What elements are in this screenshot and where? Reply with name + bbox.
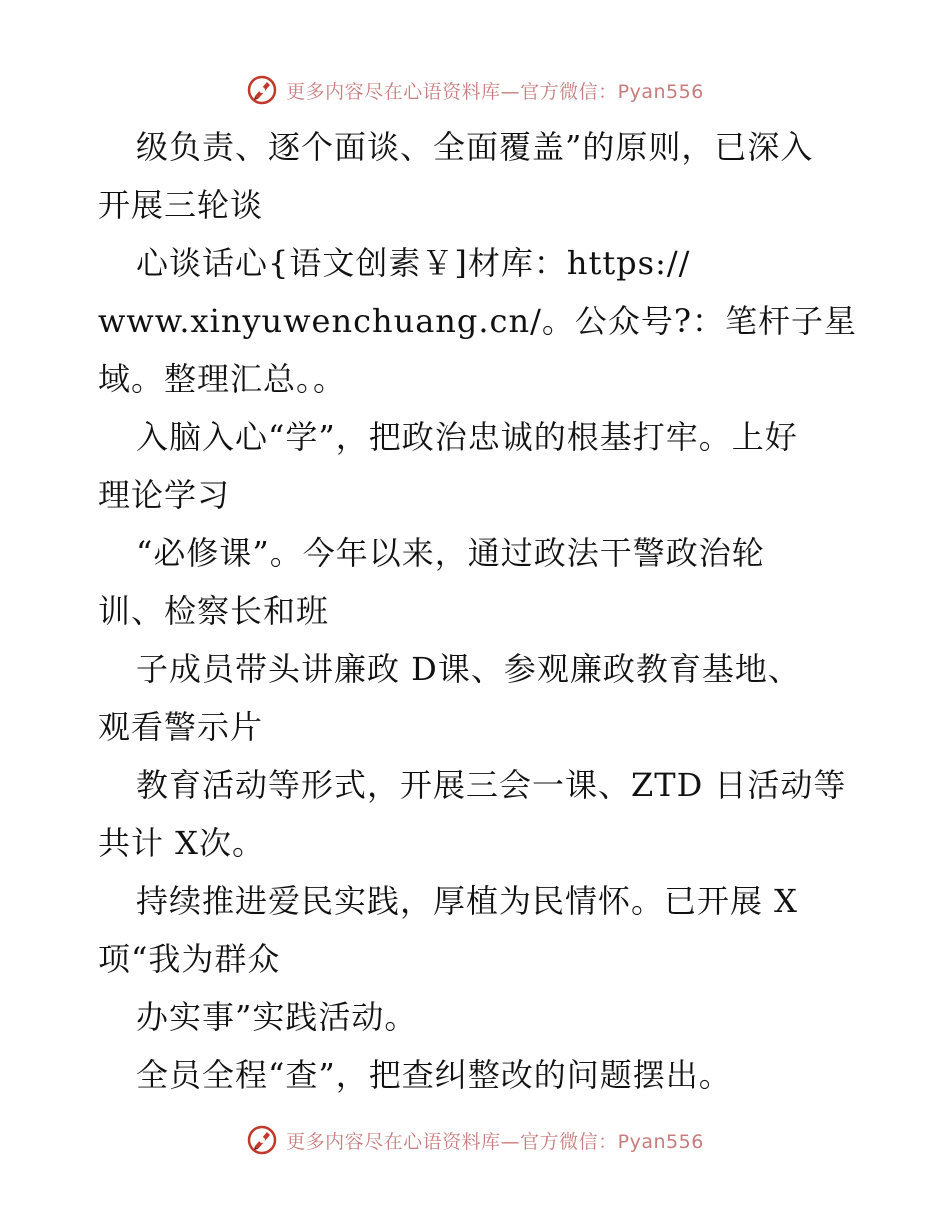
pen-seal-logo-icon: [246, 74, 278, 106]
body-line: 心谈话心{语文创素￥]材库：https://: [136, 244, 691, 282]
body-line: 共计 X次。: [98, 824, 265, 862]
body-line: 理论学习: [98, 476, 231, 514]
body-line: 开展三轮谈: [98, 186, 264, 224]
body-line: 项“我为群众: [98, 940, 281, 978]
footer-banner: [0, 1120, 950, 1160]
body-line: 域。整理汇总。。: [98, 360, 347, 398]
body-line: 全员全程“查”，把查纠整改的问题摆出。: [136, 1056, 732, 1094]
body-line: 子成员带头讲廉政 D课、参观廉政教育基地、: [136, 650, 801, 688]
header-banner: [0, 70, 950, 110]
document-body: [98, 118, 858, 1104]
header-banner-text: 更多内容尽在心语资料库—官方微信：Pyan556: [286, 80, 704, 103]
body-line: 教育活动等形式，开展三会一课、ZTD 日活动等: [136, 766, 847, 804]
body-line: 持续推进爱民实践，厚植为民情怀。已开展 X: [136, 882, 798, 920]
body-line: 级负责、逐个面谈、全面覆盖”的原则，已深入: [136, 128, 814, 166]
body-line: 办实事”实践活动。: [136, 998, 418, 1036]
pen-seal-logo-icon: [246, 1124, 278, 1156]
body-line: 观看警示片: [98, 708, 264, 746]
body-line: 入脑入心“学”，把政治忠诚的根基打牢。上好: [136, 418, 798, 456]
footer-banner-text: 更多内容尽在心语资料库—官方微信：Pyan556: [286, 1130, 704, 1153]
body-line: www.xinyuwenchuang.cn/。公众号?：笔杆子星: [98, 302, 858, 340]
body-line: 训、检察长和班: [98, 592, 330, 630]
body-line: “必修课”。今年以来，通过政法干警政治轮: [136, 534, 765, 572]
